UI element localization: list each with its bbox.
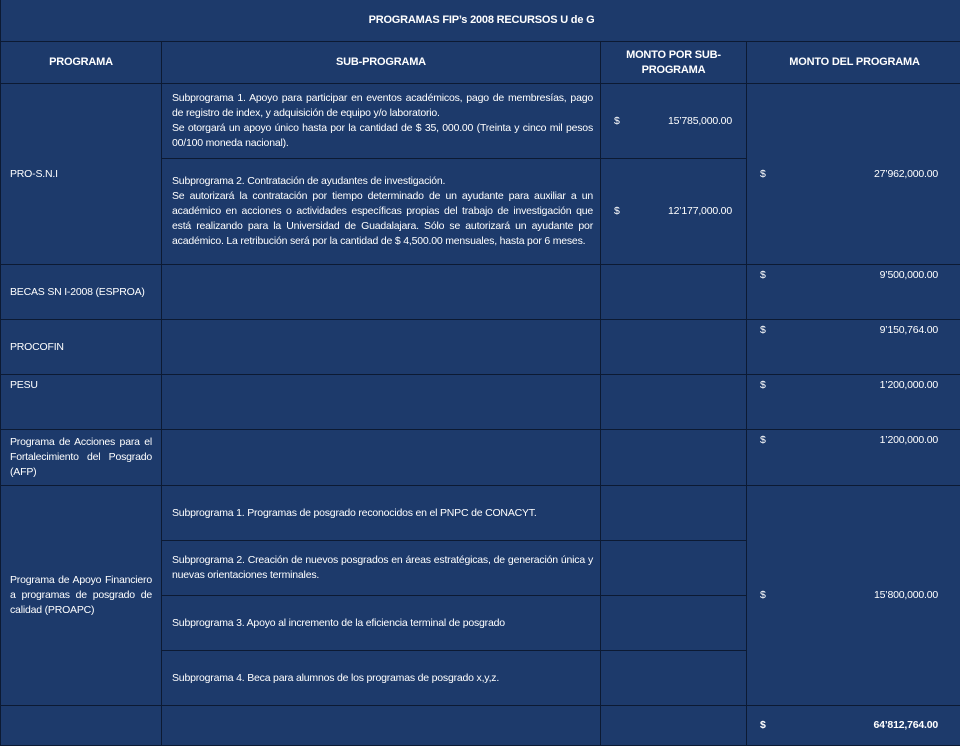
grand-total [747,706,960,746]
empty-cell [162,375,601,430]
amount: 12’177,000.00 [632,204,732,219]
currency-symbol: $ [756,167,778,182]
amount: 15’800,000.00 [778,588,938,603]
afp-total [747,430,960,486]
currency-symbol: $ [610,204,632,219]
program-prosni: PRO-S.N.I [1,84,162,265]
prosni-sub1-text: Subprograma 1. Apoyo para participar en eventos académicos, pago de membresías, pago de registro de index, y adquisición de equipo y/o laboratorio. Se otorgará un apoyo único hasta por la cantidad de $ 35, 000.00 (Treinta y cinco mil pesos 00/100 moneda nacional). [172,92,593,149]
prosni-total [747,84,960,265]
currency-symbol: $ [756,323,778,338]
pesu-total [747,375,960,430]
header-programa: PROGRAMA [1,42,162,84]
currency-symbol: $ [610,114,632,129]
empty-cell [601,541,747,596]
amount: 64’812,764.00 [778,718,938,733]
becas-total [747,265,960,320]
procofin-total [747,320,960,375]
program-afp: Programa de Acciones para el Fortalecimiento del Posgrado (AFP) [1,430,162,486]
program-procofin: PROCOFIN [1,320,162,375]
amount: 1’200,000.00 [778,378,938,393]
empty-cell [601,430,747,486]
header-monto-sub: MONTO POR SUB-PROGRAMA [601,42,747,84]
empty-cell [162,265,601,320]
prosni-sub2 [162,159,601,265]
currency-symbol: $ [756,718,778,733]
currency-symbol: $ [756,433,778,448]
currency-symbol: $ [756,268,778,283]
empty-cell [162,706,601,746]
prosni-sub1-amount [601,84,747,159]
empty-cell [1,706,162,746]
proapc-total [747,486,960,706]
proapc-sub2: Subprograma 2. Creación de nuevos posgrados en áreas estratégicas, de generación única y nuevas orientaciones terminales. [162,541,601,596]
amount: 9’150,764.00 [778,323,938,338]
currency-symbol: $ [756,588,778,603]
header-subprograma: SUB-PROGRAMA [162,42,601,84]
amount: 9’500,000.00 [778,268,938,283]
empty-cell [601,320,747,375]
program-proapc: Programa de Apoyo Financiero a programas de posgrado de calidad (PROAPC) [1,486,162,706]
proapc-sub3: Subprograma 3. Apoyo al incremento de la eficiencia terminal de posgrado [162,596,601,651]
empty-cell [601,486,747,541]
amount: 1’200,000.00 [778,433,938,448]
header-monto-programa: MONTO DEL PROGRAMA [747,42,960,84]
empty-cell [162,430,601,486]
empty-cell [601,596,747,651]
empty-cell [162,320,601,375]
prosni-sub2-text: Subprograma 2. Contratación de ayudantes de investigación. Se autorizará la contratación por tiempo determinado de un ayudante para auxiliar a un académico en acciones o actividades específicas propias del trabajo de investigación que está realizando para la Universidad de Guadalajara. Sólo se autorizará un ayudante por académico. La retribución será por la cantidad de $ 4,500.00 mensuales, hasta por 6 meses. [172,175,593,247]
prosni-sub1 [162,84,601,159]
program-pesu: PESU [1,375,162,430]
empty-cell [601,375,747,430]
amount: 15’785,000.00 [632,114,732,129]
prosni-sub2-amount [601,159,747,265]
empty-cell [601,265,747,320]
table-title: PROGRAMAS FIP’s 2008 RECURSOS U de G [1,0,960,42]
currency-symbol: $ [756,378,778,393]
empty-cell [601,706,747,746]
proapc-sub1: Subprograma 1. Programas de posgrado reconocidos en el PNPC de CONACYT. [162,486,601,541]
empty-cell [601,651,747,706]
program-becas: BECAS SN I-2008 (ESPROA) [1,265,162,320]
amount: 27’962,000.00 [778,167,938,182]
proapc-sub4: Subprograma 4. Beca para alumnos de los programas de posgrado x,y,z. [162,651,601,706]
